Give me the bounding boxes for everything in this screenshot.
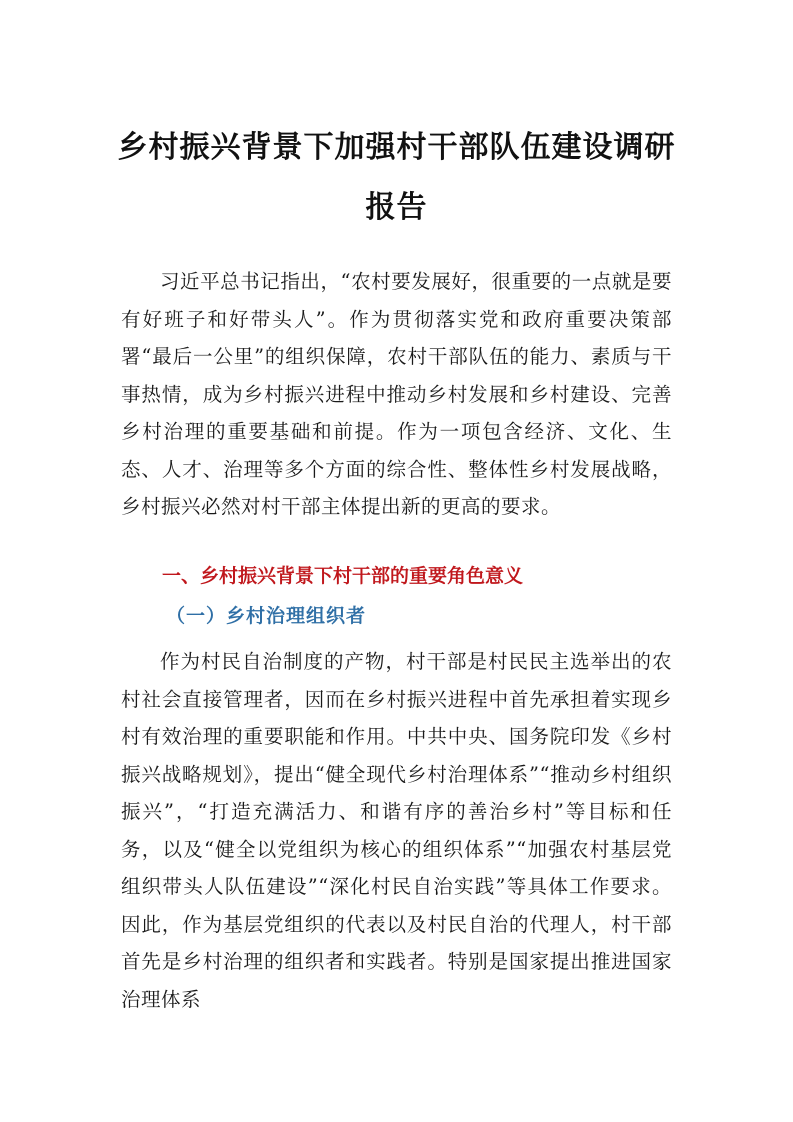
intro-paragraph: 习近平总书记指出，“农村要发展好，很重要的一点就是要有好班子和好带头人”。作为贯彻落实党和政府重要决策部署“最后一公里”的组织保障，农村干部队伍的能力、素质与干事热情，成为乡村振兴进程中推动乡村发展和乡村建设、完善乡村治理的重要基础和前提。作为一项包含经济、文化、生态、人才、治理等多个方面的综合性、整体性乡村发展战略，乡村振兴必然对村干部主体提出新的更高的要求。 (121, 270, 672, 518)
section-paragraph: 作为村民自治制度的产物，村干部是村民民主选举出的农村社会直接管理者，因而在乡村振兴进程中首先承担着实现乡村有效治理的重要职能和作用。中共中央、国务院印发《乡村振兴战略规划》，提出“健全现代乡村治理体系”“推动乡村组织振兴”，“打造充满活力、和谐有序的善治乡村”等目标和任务，以及“健全以党组织为核心的组织体系”“加强农村基层党组织带头人队伍建设”“深化村民自治实践”等具体工作要求。因此，作为基层党组织的代表以及村民自治的代理人，村干部首先是乡村治理的组织者和实践者。特别是国家提出推进国家治理体系 (121, 650, 672, 1011)
subsection-heading-1: （一）乡村治理组织者 (166, 605, 367, 627)
document-title: 乡村振兴背景下加强村干部队伍建设调研报告 (117, 130, 676, 225)
section-heading-1: 一、乡村振兴背景下村干部的重要角色意义 (162, 565, 524, 587)
